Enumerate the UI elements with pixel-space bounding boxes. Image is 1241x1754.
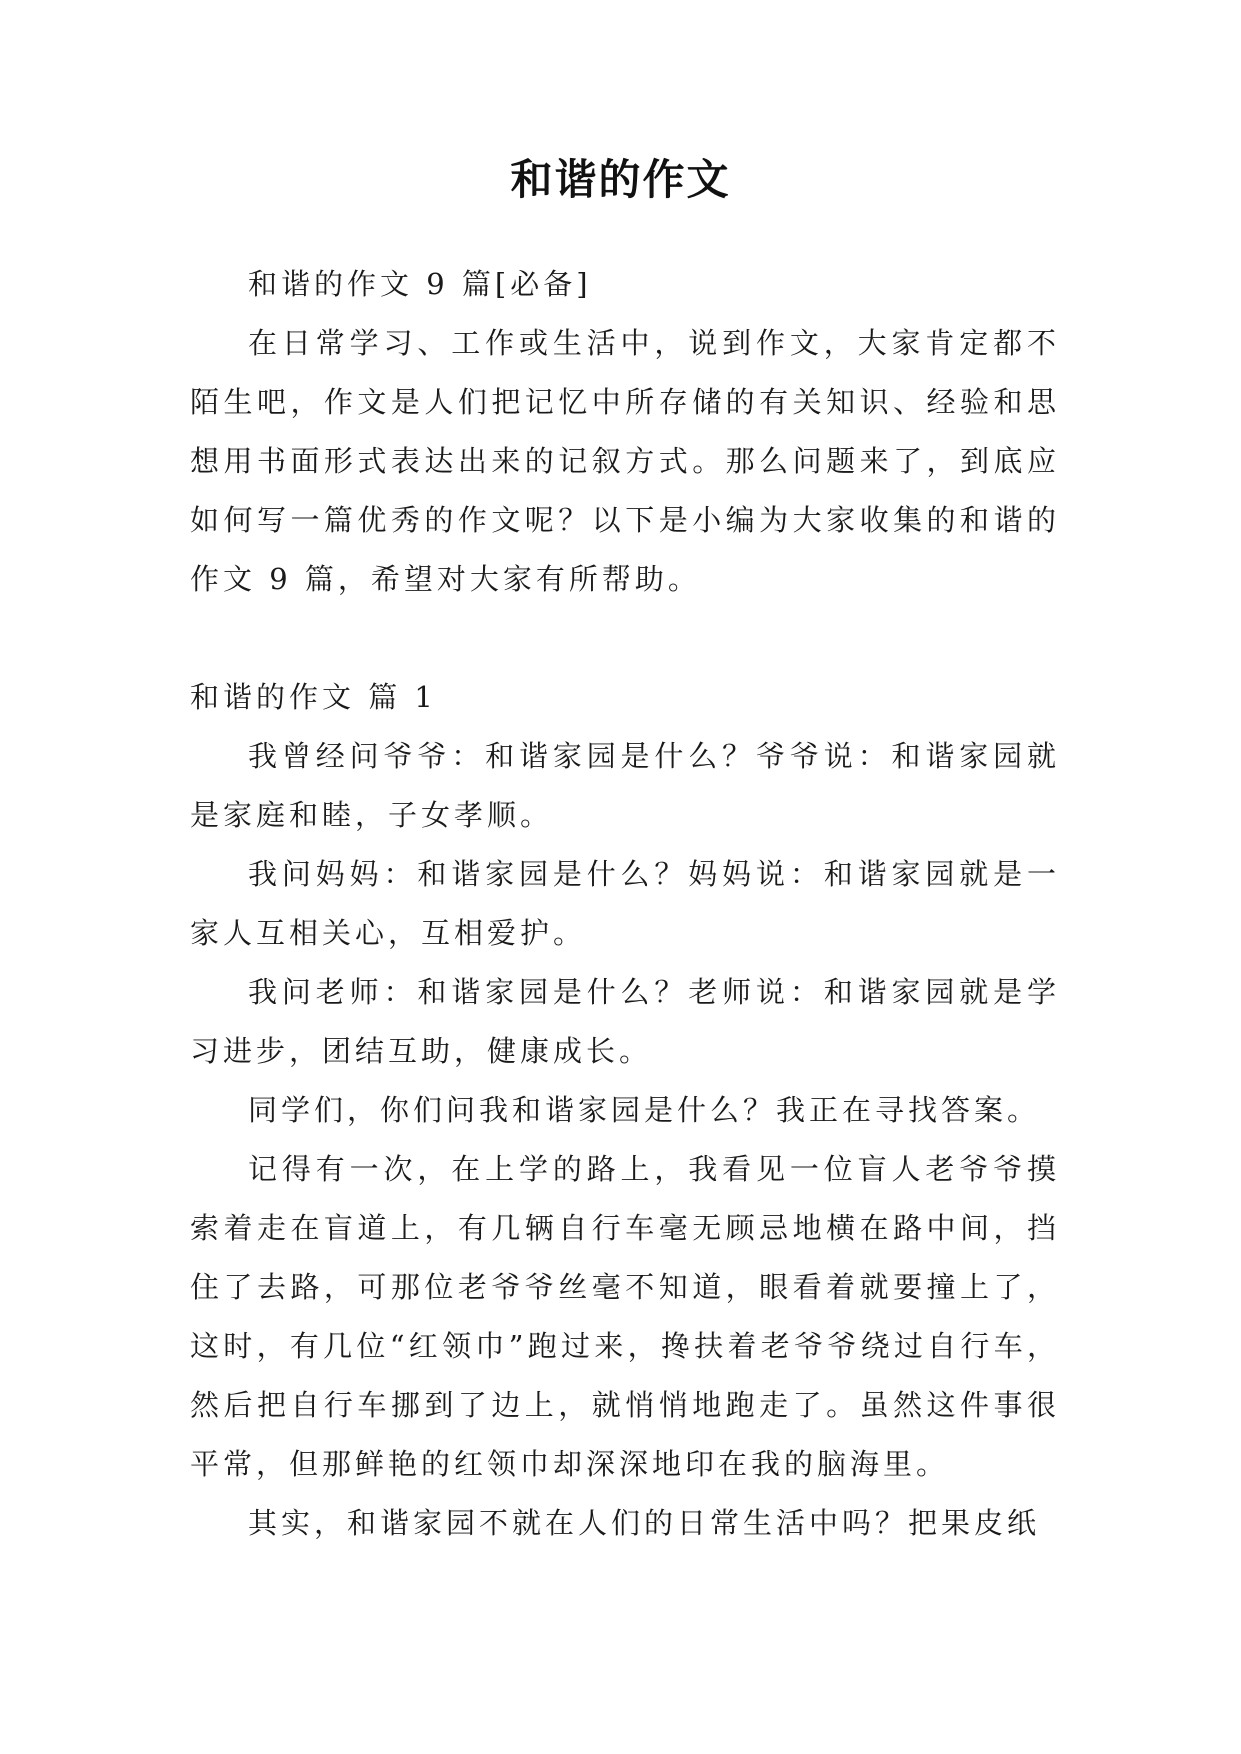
document-title: 和谐的作文 xyxy=(510,155,731,204)
paragraph: 我问妈妈：和谐家园是什么？妈妈说：和谐家园就是一家人互相关心，互相爱护。 xyxy=(190,857,1060,950)
paragraph: 同学们，你们问我和谐家园是什么？我正在寻找答案。 xyxy=(248,1093,1041,1127)
document-body xyxy=(190,255,1060,1553)
paragraph: 我曾经问爷爷：和谐家园是什么？爷爷说：和谐家园就是家庭和睦，子女孝顺。 xyxy=(190,739,1060,832)
paragraph: 其实，和谐家园不就在人们的日常生活中吗？把果皮纸 xyxy=(248,1506,1041,1540)
intro-subtitle: 和谐的作文 9 篇[必备] xyxy=(248,267,592,301)
section-heading: 和谐的作文 篇 1 xyxy=(190,680,437,714)
paragraph: 我问老师：和谐家园是什么？老师说：和谐家园就是学习进步，团结互助，健康成长。 xyxy=(190,975,1060,1068)
intro-paragraph: 在日常学习、工作或生活中，说到作文，大家肯定都不陌生吧，作文是人们把记忆中所存储的有关知识、经验和思想用书面形式表达出来的记叙方式。那么问题来了，到底应如何写一篇优秀的作文呢？以下是小编为大家收集的和谐的作文 9 篇，希望对大家有所帮助。 xyxy=(190,326,1060,596)
paragraph: 记得有一次，在上学的路上，我看见一位盲人老爷爷摸索着走在盲道上，有几辆自行车毫无顾忌地横在路中间，挡住了去路，可那位老爷爷丝毫不知道，眼看着就要撞上了，这时，有几位“红领巾”跑过来，搀扶着老爷爷绕过自行车，然后把自行车挪到了边上，就悄悄地跑走了。虽然这件事很平常，但那鲜艳的红领巾却深深地印在我的脑海里。 xyxy=(190,1152,1060,1481)
